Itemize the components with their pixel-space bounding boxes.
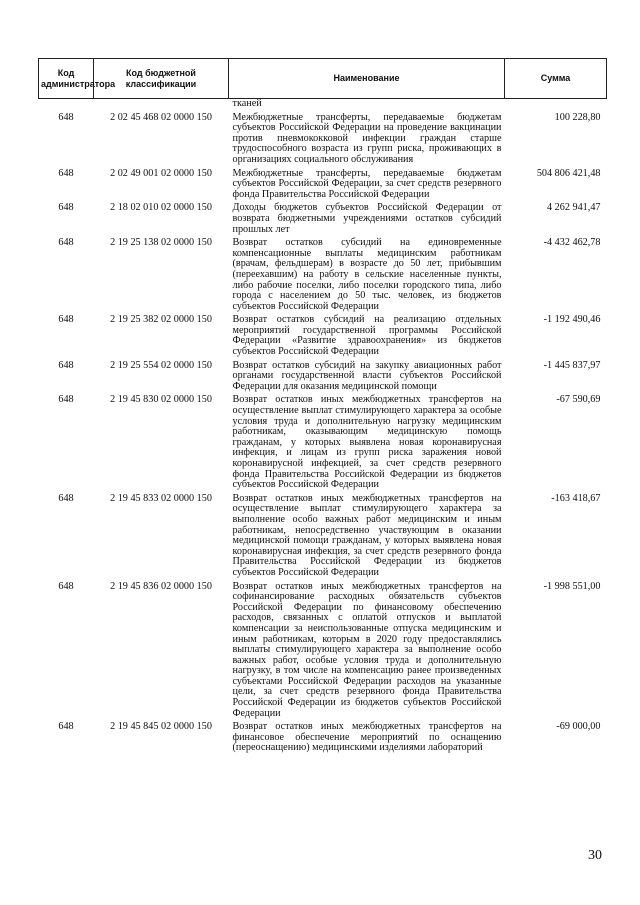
amount-cell: 100 228,80 xyxy=(554,111,601,123)
table-row xyxy=(39,315,607,360)
description-cell: Возврат остатков субсидий на реализацию отдельных мероприятий государственной программы Российской Федерации «Развитие здравоохранения» из бюджетов субъектов Российской Федерации xyxy=(232,314,502,358)
amount-cell: -1 192 490,46 xyxy=(543,314,601,326)
description-cell: Возврат остатков субсидий на единовременные компенсационные выплаты медицинским работникам (врачам, фельдшерам) в возрасте до 50 лет, прибывшим (переехавшим) на работу в сельские населенные пункты, либо рабочие поселки, либо поселки городского типа, либо города с населением до 50 тыс. человек, из бюджетов субъектов Российской Федерации xyxy=(232,237,502,312)
amount-cell: 504 806 421,48 xyxy=(536,167,601,179)
page-number: 30 xyxy=(588,848,602,863)
table-row xyxy=(39,722,607,757)
description-cell: Возврат остатков иных межбюджетных трансфертов на осуществление выплат стимулирующего характера за выполнение особо важных работ медицинским и иным работникам, непосредственно участвующим в оказании медицинской помощи гражданам, у которых выявлена новая коронавирусная инфекция, за счет средств резервного фонда Правительства Российской Федерации из бюджетов субъектов Российской Федерации xyxy=(232,492,502,578)
kbk-code-cell: 2 02 49 001 02 0000 150 xyxy=(110,167,212,179)
table-header xyxy=(39,59,607,99)
amount-cell: -1 445 837,97 xyxy=(543,359,601,371)
admin-code-cell: 648 xyxy=(58,492,74,504)
table-row xyxy=(39,203,607,238)
admin-code-cell: 648 xyxy=(58,314,74,326)
kbk-code-cell: 2 18 02 010 02 0000 150 xyxy=(110,202,212,214)
kbk-code-cell: 2 19 25 382 02 0000 150 xyxy=(110,314,212,326)
table-body xyxy=(39,99,607,758)
description-cell: Возврат остатков иных межбюджетных трансфертов на финансовое обеспечение мероприятий по оснащению (переоснащению) медицинскими изделиями лабораторий xyxy=(232,721,502,754)
table-row xyxy=(39,395,607,493)
amount-cell: 4 262 941,47 xyxy=(547,202,601,214)
header-amount: Сумма xyxy=(505,59,607,99)
budget-table xyxy=(38,58,607,757)
continuation-text: тканей xyxy=(232,98,262,109)
table-row xyxy=(39,494,607,582)
kbk-code-cell: 2 19 45 833 02 0000 150 xyxy=(110,492,212,504)
description-cell: Доходы бюджетов субъектов Российской Федерации от возврата бюджетными учреждениями остатков субсидий прошлых лет xyxy=(232,202,502,235)
continuation-row xyxy=(39,99,607,113)
amount-cell: -1 998 551,00 xyxy=(543,580,601,592)
admin-code-cell: 648 xyxy=(58,394,74,406)
kbk-code-cell: 2 19 45 836 02 0000 150 xyxy=(110,580,212,592)
header-name: Наименование xyxy=(229,59,505,99)
description-cell: Межбюджетные трансферты, передаваемые бюджетам субъектов Российской Федерации, за счет средств резервного фонда Правительства Российской Федерации xyxy=(232,167,502,200)
admin-code-cell: 648 xyxy=(58,237,74,249)
amount-cell: -67 590,69 xyxy=(556,394,601,406)
kbk-code-cell: 2 19 45 845 02 0000 150 xyxy=(110,721,212,733)
description-cell: Межбюджетные трансферты, передаваемые бюджетам субъектов Российской Федерации на проведение вакцинации против пневмококковой инфекции граждан старше трудоспособного возраста из групп риска, проживающих в организациях социального обслуживания xyxy=(232,111,502,165)
admin-code-cell: 648 xyxy=(58,111,74,123)
table-row xyxy=(39,361,607,396)
amount-cell: -163 418,67 xyxy=(551,492,601,504)
admin-code-cell: 648 xyxy=(58,167,74,179)
header-kbk: Код бюджетной классификации xyxy=(94,59,229,99)
admin-code-cell: 648 xyxy=(58,202,74,214)
amount-cell: -69 000,00 xyxy=(556,721,601,733)
table-row xyxy=(39,238,607,315)
description-cell: Возврат остатков субсидий на закупку авиационных работ органами государственной власти субъектов Российской Федерации для оказания медицинской помощи xyxy=(232,359,502,392)
amount-cell: -4 432 462,78 xyxy=(543,237,601,249)
table-row xyxy=(39,582,607,723)
admin-code-cell: 648 xyxy=(58,580,74,592)
description-cell: Возврат остатков иных межбюджетных трансфертов на осуществление выплат стимулирующего характера за особые условия труда и дополнительную нагрузку медицинским работникам, оказывающим медицинскую помощь гражданам, у которых выявлена новая коронавирусная инфекция, и лицам из групп риска заражения новой коронавирусной инфекцией, за счет средств резервного фонда Правительства Российской Федерации из бюджетов субъектов Российской Федерации xyxy=(232,394,502,491)
kbk-code-cell: 2 19 25 554 02 0000 150 xyxy=(110,359,212,371)
kbk-code-cell: 2 19 45 830 02 0000 150 xyxy=(110,394,212,406)
kbk-code-cell: 2 19 25 138 02 0000 150 xyxy=(110,237,212,249)
admin-code-cell: 648 xyxy=(58,721,74,733)
header-admin-code: Код администратора xyxy=(39,59,94,99)
admin-code-cell: 648 xyxy=(58,359,74,371)
table-row xyxy=(39,169,607,204)
table-row xyxy=(39,113,607,169)
budget-table-container xyxy=(38,58,606,757)
kbk-code-cell: 2 02 45 468 02 0000 150 xyxy=(110,111,212,123)
description-cell: Возврат остатков иных межбюджетных трансфертов на софинансирование расходных обязательств субъектов Российской Федерации по финансовому обеспечению расходов, связанных с оплатой отпусков и выплатой компенсации за неиспользованные отпуска медицинским и иным работникам, которым в 2020 году предоставлялись выплаты стимулирующего характера за выполнение особо важных работ, особые условия труда и дополнительную нагрузку, в том числе на компенсацию ранее произведенных субъектами Российской Федерации расходов на указанные цели, за счет средств резервного фонда Правительства Российской Федерации из бюджетов субъектов Российской Федерации xyxy=(232,580,502,719)
